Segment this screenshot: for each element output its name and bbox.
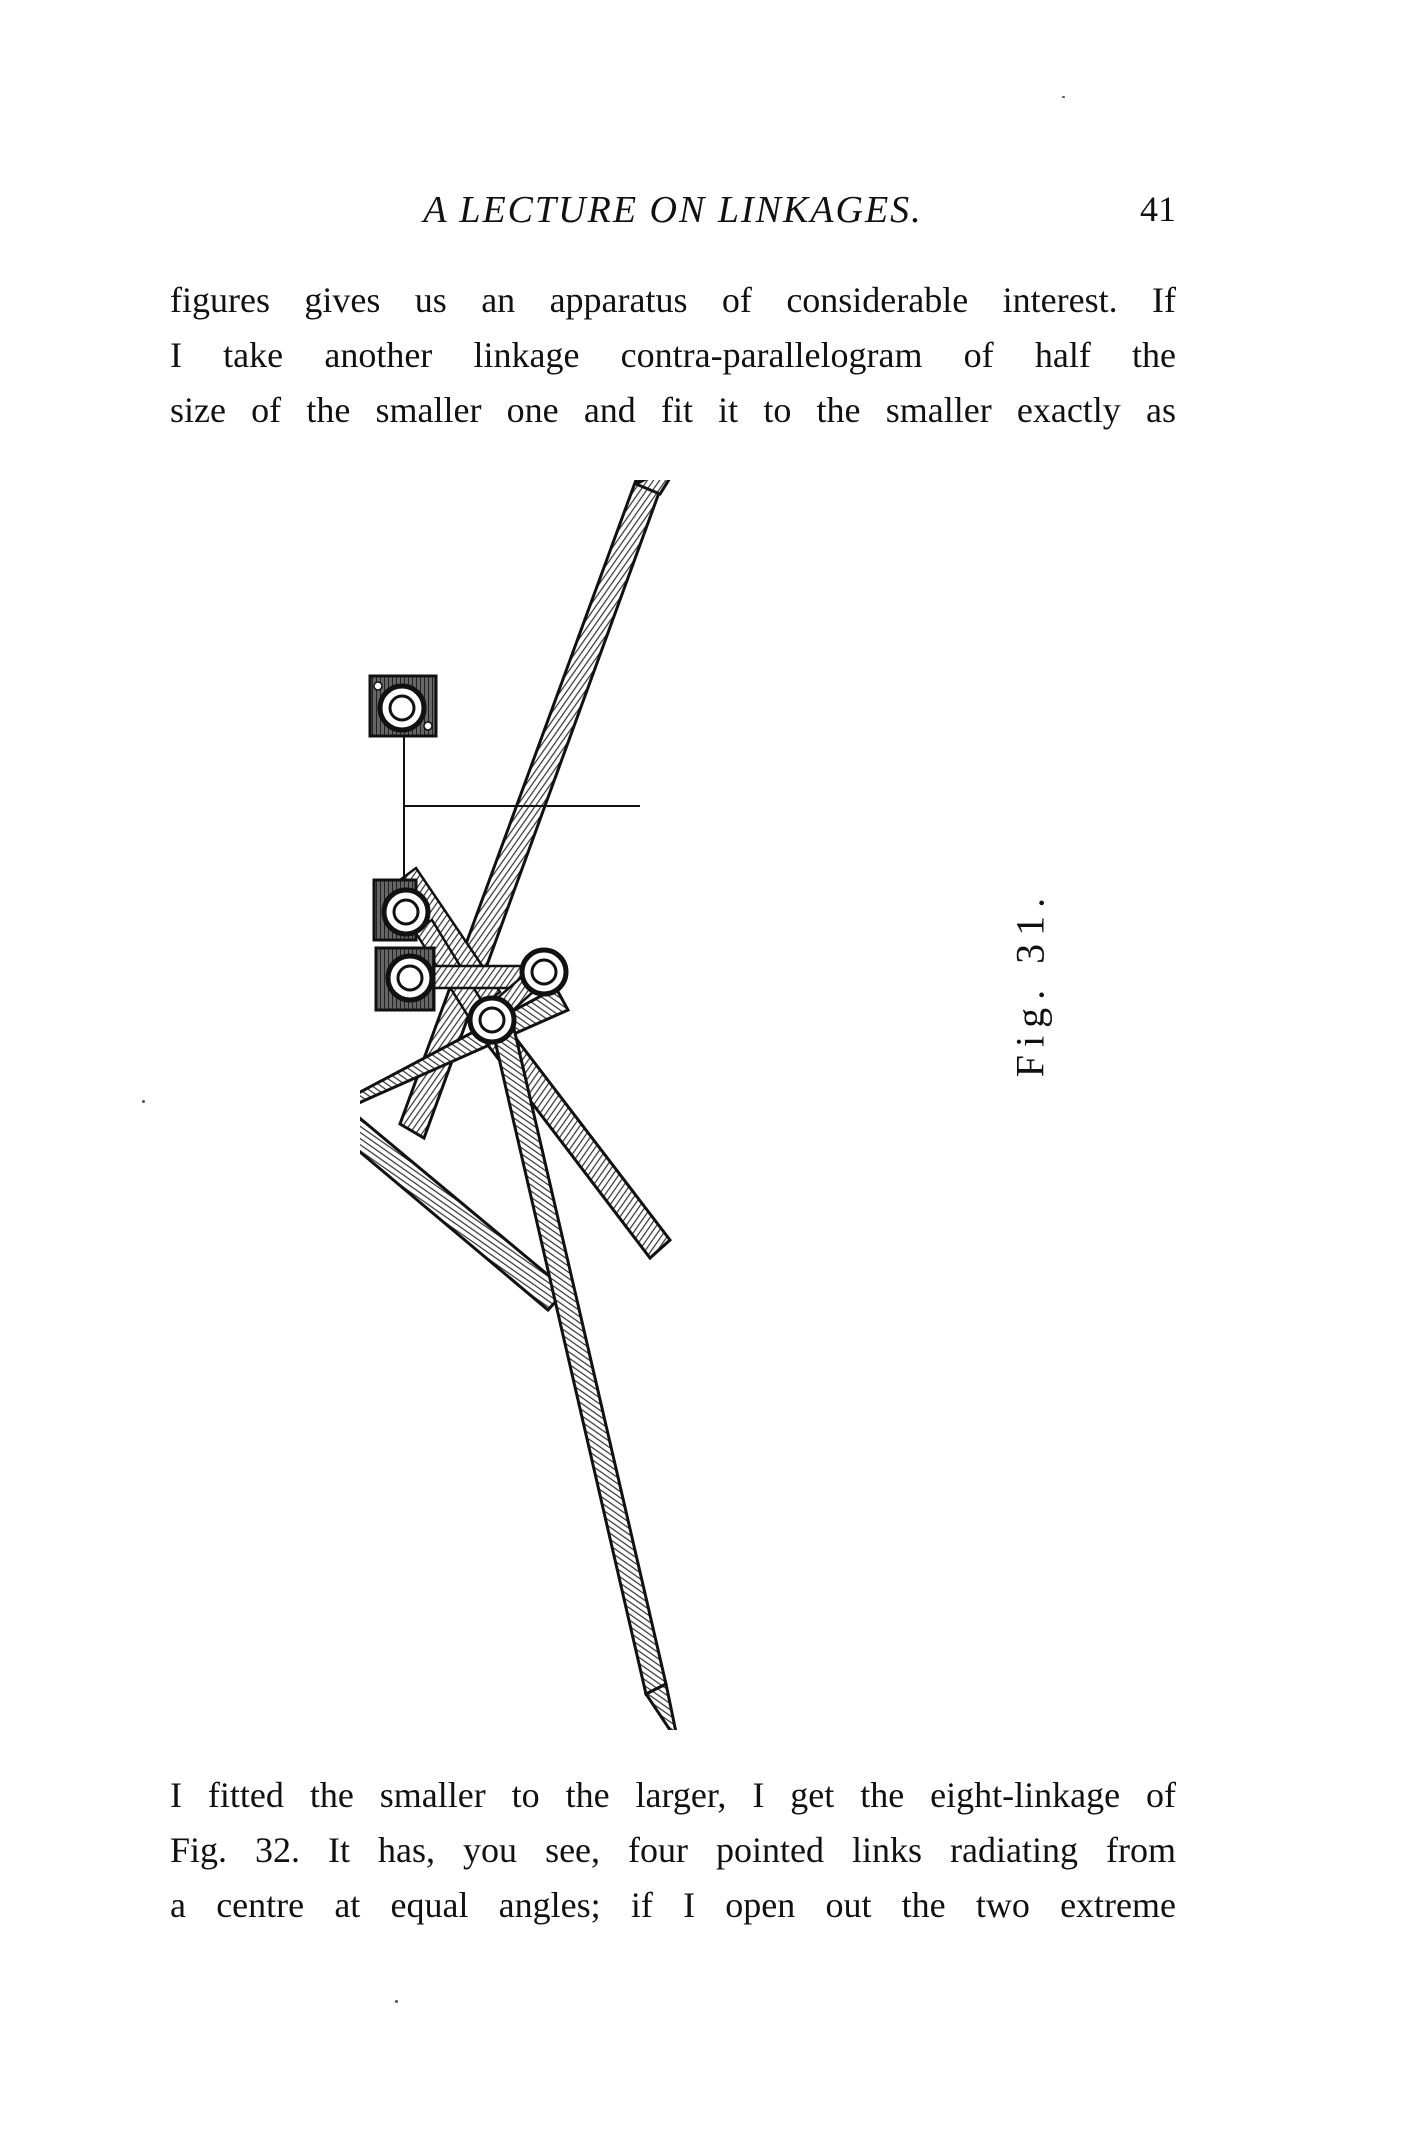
text-line: figures gives us an apparatus of considerable interest. If xyxy=(170,280,1176,320)
paper-speck xyxy=(142,1100,145,1103)
fixed-bearing-top xyxy=(370,676,436,736)
text-line: Fig. 32. It has, you see, four pointed links radiating from xyxy=(170,1830,1176,1870)
paper-speck xyxy=(395,2000,398,2003)
paper-speck xyxy=(1062,96,1065,98)
running-title: A LECTURE ON LINKAGES. xyxy=(423,189,923,231)
page-number: 41 xyxy=(1140,189,1176,229)
pivot-right xyxy=(522,950,566,994)
paragraph-top xyxy=(170,273,1176,438)
pivot-lower xyxy=(470,998,514,1042)
upper-pointed-link xyxy=(400,480,680,1138)
page-header xyxy=(170,188,1176,238)
paragraph-bottom xyxy=(170,1768,1176,1933)
text-line: a centre at equal angles; if I open out the two extreme xyxy=(170,1885,1176,1925)
figure-caption: Fig. 31. xyxy=(1007,889,1053,1078)
text-line: I take another linkage contra-parallelogram of half the xyxy=(170,335,1176,375)
linkage-figure xyxy=(360,480,980,1730)
fixed-bearing-bottom xyxy=(376,948,434,1010)
text-line: I fitted the smaller to the larger, I get the eight-linkage of xyxy=(170,1775,1176,1815)
text-line: size of the smaller one and fit it to the smaller exactly as xyxy=(170,390,1176,430)
